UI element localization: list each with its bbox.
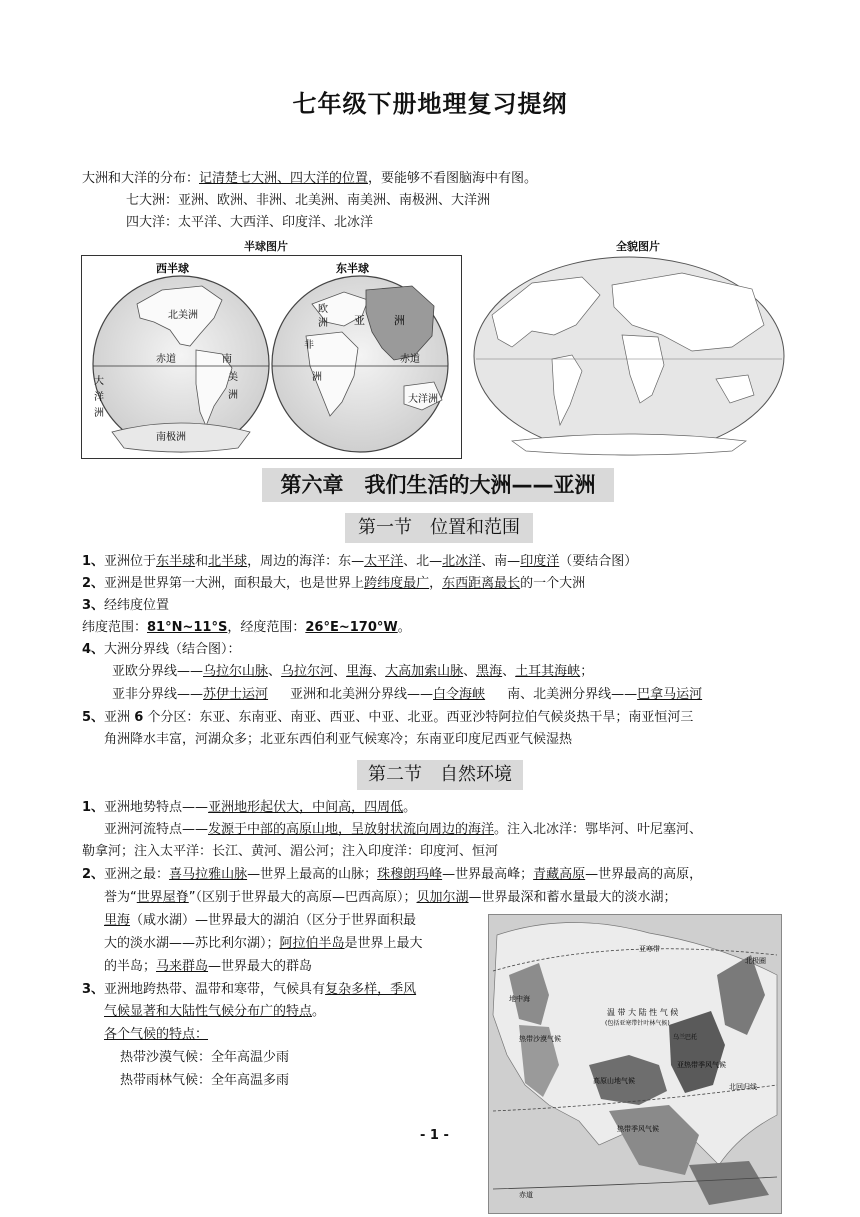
keyword: 大高加索山脉 (385, 664, 464, 679)
east-hemisphere-label: 东半球 (336, 262, 369, 275)
text: ”（区别于世界最大的高原—巴西高原）； (188, 890, 417, 905)
s1-item-2 (82, 575, 585, 593)
keyword: 巴拿马运河 (637, 687, 703, 702)
world-caption: 全貌图片 (616, 240, 660, 253)
text: —世界最深和蓄水量最大的淡水湖； (468, 890, 677, 905)
text: 。 (397, 620, 411, 635)
keyword: 珠穆朗玛峰 (377, 867, 443, 882)
text: 的一个大洲 (520, 576, 586, 591)
text: 大的淡水湖——苏比利尔湖）； (104, 936, 280, 951)
text: 南、北美洲分界线—— (507, 687, 638, 702)
text: 亚非分界线—— (112, 687, 204, 702)
page-title: 七年级下册地理复习提纲 (292, 90, 568, 118)
subarctic-label: 亚寒带 (639, 945, 660, 953)
text: 亚洲是世界第一大洲，面积最大，也是世界上 (104, 576, 365, 591)
keyword: 印度洋 (520, 554, 560, 569)
text: ； (580, 664, 594, 679)
keyword: 土耳其海峡 (515, 664, 581, 679)
keyword: 乌拉尔河 (281, 664, 334, 679)
text: 、 (463, 664, 477, 679)
text: 亚洲和北美洲分界线—— (290, 687, 434, 702)
item-number: 1、 (82, 554, 105, 569)
equator-label-east: 赤道 (400, 354, 420, 365)
intro-line-1 (82, 170, 537, 188)
text: —世界最高峰； (442, 867, 534, 882)
s2-item-2 (82, 866, 702, 884)
s2-rivers-cont: 勒拿河；注入太平洋：长江、黄河、湄公河；注入印度洋：印度河、恒河 (82, 844, 499, 859)
keyword: 气候显著和大陆性气候分布广的特点 (104, 1004, 313, 1019)
keyword: 东半球 (156, 554, 196, 569)
text: 、南— (481, 554, 521, 569)
highland-label: 高原山地气候 (593, 1077, 635, 1085)
equator-map-label: 赤道 (519, 1191, 533, 1199)
section-2-title: 第二节 自然环境 (357, 760, 523, 790)
keyword: 发源于中部的高原山地，呈放射状流向周边的海洋 (208, 822, 495, 837)
s1-item-5-cont: 角洲降水丰富，河湖众多；北亚东西伯利亚气候寒冷；东南亚印度尼西亚气候湿热 (104, 732, 573, 747)
text: 是世界上最大 (344, 936, 423, 951)
keyword: 乌拉尔山脉 (203, 664, 269, 679)
keyword: 贝加尔湖 (416, 890, 469, 905)
asia-climate-map-figure (489, 915, 781, 1213)
text: 。注入北冰洋：鄂毕河、叶尼塞河、 (494, 822, 703, 837)
europe-label-1: 欧 (318, 304, 328, 315)
africa-label-1: 非 (304, 340, 314, 351)
asia-climate-map (488, 914, 782, 1214)
keyword: 81°N~11°S (147, 620, 228, 635)
s2-item-1 (82, 799, 416, 817)
text: 誉为“ (104, 890, 137, 905)
intro-text: 大洲和大洋的分布： (82, 171, 200, 186)
text: 亚洲位于 (104, 554, 157, 569)
s1-item-1 (82, 553, 637, 571)
africa-label-2: 洲 (312, 372, 322, 383)
keyword: 东西距离最长 (442, 576, 521, 591)
item-number: 2、 (82, 576, 105, 591)
text: 和 (195, 554, 209, 569)
text: ，经度范围： (227, 620, 306, 635)
seven-continents-line: 七大洲：亚洲、欧洲、非洲、北美洲、南美洲、南极洲、大洋洲 (126, 193, 491, 208)
south-america-label-2: 美 (228, 372, 238, 383)
oceania-east-label: 大洋洲 (408, 394, 438, 405)
text: 的半岛； (104, 959, 157, 974)
keyword: 世界屋脊 (136, 890, 189, 905)
hemisphere-map-figure (82, 256, 461, 458)
oceania-west-label-1: 大 (94, 376, 104, 387)
number: 6 (134, 710, 144, 725)
s2-item-2-b (104, 889, 677, 907)
s1-other-boundaries (112, 686, 702, 704)
keyword: 黑海 (476, 664, 503, 679)
mediterranean-label: 地中海 (509, 995, 530, 1003)
s2-climate-rainforest: 热带雨林气候：全年高温多雨 (120, 1073, 290, 1088)
s1-eurasia-boundary (112, 663, 593, 681)
s1-item-4 (82, 641, 241, 659)
oceania-west-label-3: 洲 (94, 408, 104, 419)
temperate-continental-sub-label: (包括亚寒带针叶林气候) (605, 1020, 670, 1027)
tropical-monsoon-label: 热带季风气候 (617, 1125, 659, 1133)
text: （要结合图） (559, 554, 638, 569)
item-number: 4、 (82, 642, 105, 657)
keyword: 白令海峡 (433, 687, 486, 702)
s2-climate-desert: 热带沙漠气候：全年高温少雨 (120, 1050, 290, 1065)
keyword: 喜马拉雅山脉 (169, 867, 248, 882)
chapter-title: 第六章 我们生活的大洲——亚洲 (262, 468, 614, 502)
section-1-title: 第一节 位置和范围 (345, 513, 533, 543)
text: 亚洲 (104, 710, 135, 725)
text: 个分区：东亚、东南亚、南亚、西亚、中亚、北亚。西亚沙特阿拉伯气候炎热干旱；南亚恒河三 (143, 710, 694, 725)
keyword: 复杂多样，季风 (325, 982, 417, 997)
text: 、 (502, 664, 516, 679)
world-map (472, 255, 786, 457)
four-oceans-line: 四大洋：太平洋、大西洋、印度洋、北冰洋 (126, 215, 374, 230)
text: —世界上最高的山脉； (247, 867, 378, 882)
keyword: 亚洲地形起伏大，中间高，四周低 (208, 800, 404, 815)
equator-label-west: 赤道 (156, 354, 176, 365)
intro-text: ，要能够不看图脑海中有图。 (368, 171, 538, 186)
text: （咸水湖）—世界最大的湖泊（区分于世界面积最 (130, 913, 417, 928)
antarctica-world-shape (512, 434, 746, 455)
text: 、北— (403, 554, 443, 569)
north-america-label: 北美洲 (168, 310, 198, 321)
subtropical-monsoon-label: 亚热带季风气候 (677, 1061, 726, 1069)
text: 亚洲地势特点—— (104, 800, 209, 815)
keyword: 北半球 (208, 554, 248, 569)
keyword: 里海 (104, 913, 131, 928)
arctic-circle-label: 北极圈 (745, 957, 766, 965)
s2-rivers (104, 821, 702, 839)
keyword: 太平洋 (364, 554, 404, 569)
s2-item-2-c (104, 912, 416, 930)
keyword: 青藏高原 (533, 867, 586, 882)
keyword: 苏伊士运河 (203, 687, 269, 702)
keyword: 北冰洋 (442, 554, 482, 569)
text: 。 (403, 800, 417, 815)
item-number: 3、 (82, 982, 105, 997)
item-number: 3、 (82, 598, 105, 613)
text: 经纬度位置 (104, 598, 170, 613)
item-number: 5、 (82, 710, 105, 725)
asia-label-1: 亚 (354, 314, 365, 327)
asia-label-2: 洲 (394, 314, 405, 327)
antarctica-label: 南极洲 (156, 432, 186, 443)
s1-item-3 (82, 597, 169, 615)
world-map-figure (472, 255, 786, 457)
text: 亚欧分界线—— (112, 664, 204, 679)
hemisphere-caption: 半球图片 (244, 240, 288, 253)
item-number: 1、 (82, 800, 105, 815)
s2-item-2-d (104, 935, 423, 953)
text: 、 (372, 664, 386, 679)
s1-lat-long-range (82, 619, 411, 637)
text: 、 (333, 664, 347, 679)
item-number: 2、 (82, 867, 105, 882)
text: —世界最大的群岛 (208, 959, 313, 974)
south-america-label-3: 洲 (228, 390, 238, 401)
text: 亚洲河流特点—— (104, 822, 209, 837)
s2-climate-heading: 各个气候的特点： (104, 1027, 209, 1042)
text: 亚洲地跨热带、温带和寒带，气候具有 (104, 982, 326, 997)
page-number: - 1 - (420, 1128, 449, 1143)
keyword: 阿拉伯半岛 (279, 936, 345, 951)
south-america-label-1: 南 (222, 354, 232, 365)
text: 亚洲之最： (104, 867, 170, 882)
keyword: 马来群岛 (156, 959, 209, 974)
s2-item-2-e (104, 958, 312, 976)
keyword: 里海 (346, 664, 373, 679)
tropic-label: 北回归线 (729, 1083, 757, 1091)
text: —世界最高的高原， (585, 867, 703, 882)
desert-label: 热带沙漠气候 (519, 1035, 561, 1043)
text: ， (429, 576, 443, 591)
text: 纬度范围： (82, 620, 148, 635)
city-label: 乌兰巴托 (673, 1034, 698, 1041)
oceania-west-label-2: 洋 (94, 392, 104, 403)
hemisphere-map (81, 255, 462, 459)
text: 。 (312, 1004, 326, 1019)
text: 大洲分界线（结合图）： (104, 642, 241, 657)
keyword: 26°E~170°W (305, 620, 398, 635)
keyword: 跨纬度最广 (364, 576, 430, 591)
s2-item-3-b (104, 1003, 325, 1021)
europe-label-2: 洲 (318, 318, 328, 329)
intro-underlined: 记清楚七大洲、四大洋的位置 (199, 171, 369, 186)
s1-item-5 (82, 709, 693, 727)
temperate-continental-label: 温 带 大 陆 性 气 候 (607, 1008, 679, 1017)
text: 、 (268, 664, 282, 679)
west-hemisphere-label: 西半球 (156, 262, 189, 275)
s2-item-3 (82, 981, 416, 999)
text: ，周边的海洋：东— (247, 554, 365, 569)
